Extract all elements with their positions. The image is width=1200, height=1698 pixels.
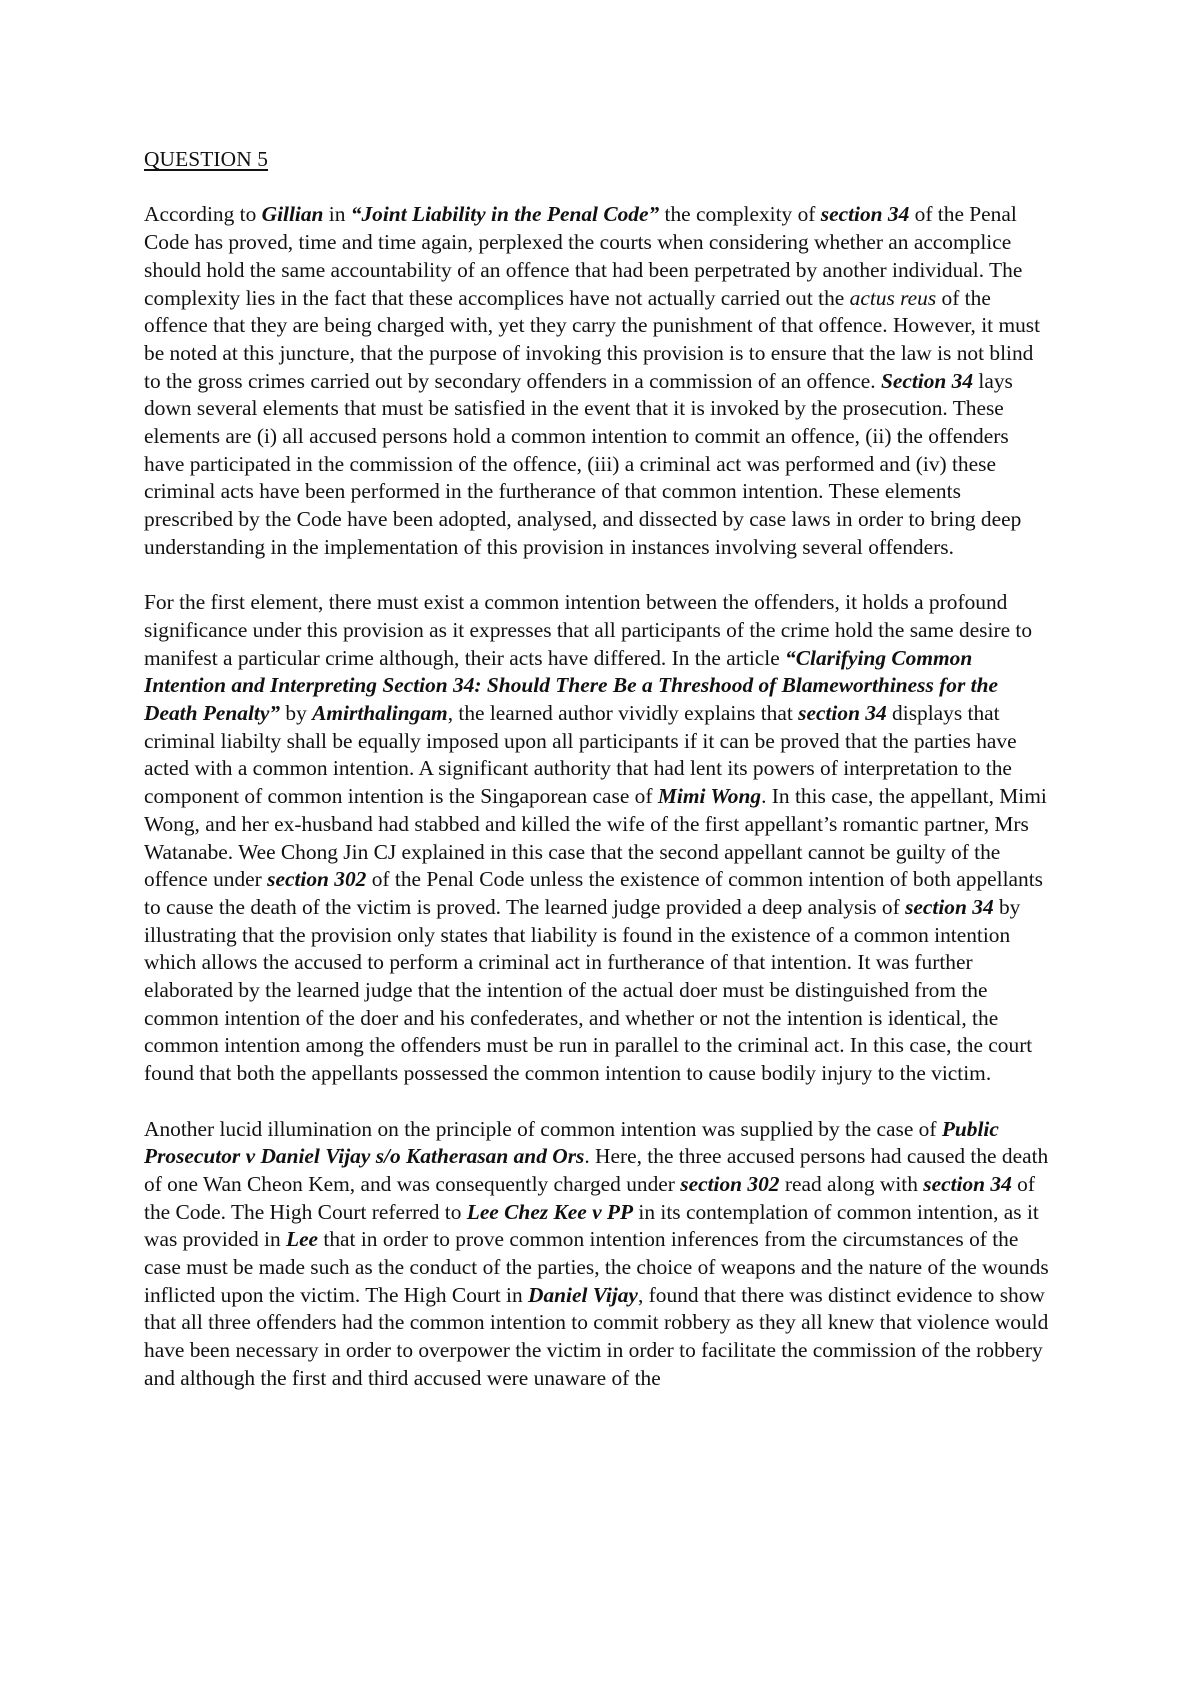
paragraph-2 bbox=[144, 589, 1054, 1088]
paragraph-3 bbox=[144, 1116, 1054, 1393]
text-run: read along with bbox=[779, 1171, 924, 1196]
emphasized-citation: Mimi Wong bbox=[657, 784, 762, 809]
emphasized-citation: section 302 bbox=[267, 867, 367, 892]
text-run: displays that criminal liabilty shall be equally imposed upon all participants if it can be proved that the parties have acted with a common intention. A significant authority that had lent its powers of interpretation to the component of common intention is the Singaporean case of bbox=[144, 701, 1017, 809]
text-run: , the learned author vividly explains that bbox=[447, 701, 799, 726]
text-run: , found that there was distinct evidence to show that all three offenders had the common intention to commit robbery as they all knew that violence would have been necessary in order to overpower the victim in order to facilitate the commission of the robbery and although the first and third accused were unaware of the bbox=[144, 1282, 1049, 1390]
emphasized-citation: section 34 bbox=[905, 894, 994, 919]
text-run: by illustrating that the provision only states that liability is found in the existence of a common intention which allows the accused to perform a criminal act in furtherance of that intention. It was further elaborated by the learned judge that the intention of the actual doer must be distinguished from the common intention of the doer and his confederates, and whether or not the intention is identical, the common intention among the offenders must be run in parallel to the criminal act. In this case, the court found that both the appellants possessed the common intention to cause bodily injury to the victim. bbox=[144, 894, 1033, 1086]
text-run: of the Penal Code has proved, time and time again, perplexed the courts when considering whether an accomplice should hold the same accountability of an offence that had been perpetrated by another individual. The complexity lies in the fact that these accomplices have not actually carried out the bbox=[144, 202, 1023, 310]
document-body bbox=[144, 146, 1054, 1393]
emphasized-citation: section 302 bbox=[680, 1171, 780, 1196]
text-run: in its contemplation of common intention, as it was provided in bbox=[144, 1199, 1039, 1252]
emphasized-citation: Section 34 bbox=[880, 368, 974, 393]
text-run: that in order to prove common intention inferences from the circumstances of the case must be made such as the conduct of the parties, the choice of weapons and the nature of the wounds inflicted upon the victim. The High Court in bbox=[144, 1227, 1049, 1307]
question-heading: QUESTION 5 bbox=[144, 147, 268, 171]
italic-term: actus reus bbox=[849, 285, 937, 310]
emphasized-citation: Public Prosecutor v Daniel Vijay s/o Katherasan and Ors bbox=[144, 1116, 999, 1169]
emphasized-citation: “Clarifying Common Intention and Interpreting Section 34: Should There Be a Threshood of Blameworthiness for the Death Penalty” bbox=[144, 645, 998, 726]
text-run: the complexity of bbox=[659, 202, 821, 227]
emphasized-citation: Lee Chez Kee v PP bbox=[466, 1199, 634, 1224]
text-run: of the offence that they are being charged with, yet they carry the punishment of that offence. However, it must be noted at this juncture, that the purpose of invoking this provision is to ensure that the law is not blind to the gross crimes carried out by secondary offenders in a commission of an offence. bbox=[144, 285, 1041, 393]
emphasized-citation: Gillian bbox=[261, 202, 324, 227]
text-run: by bbox=[280, 701, 313, 726]
text-run: For the first element, there must exist a common intention between the offenders, it holds a profound significance under this provision as it expresses that all participants of the crime hold the same desire to manifest a particular crime although, their acts have differed. In the article bbox=[144, 590, 1033, 670]
text-run: of the Code. The High Court referred to bbox=[144, 1171, 1035, 1224]
emphasized-citation: “Joint Liability in the Penal Code” bbox=[350, 202, 660, 227]
emphasized-citation: Daniel Vijay bbox=[528, 1282, 638, 1307]
emphasized-citation: section 34 bbox=[798, 701, 887, 726]
text-run: . In this case, the appellant, Mimi Wong, and her ex-husband had stabbed and killed the wife of the first appellant’s romantic partner, Mrs Watanabe. Wee Chong Jin CJ explained in this case that the second appellant cannot be guilty of the offence under bbox=[144, 784, 1047, 892]
emphasized-citation: Lee bbox=[286, 1227, 319, 1252]
text-run: in bbox=[323, 202, 351, 227]
text-run: . Here, the three accused persons had caused the death of one Wan Cheon Kem, and was consequently charged under bbox=[144, 1144, 1049, 1196]
emphasized-citation: section 34 bbox=[820, 202, 910, 227]
text-run: Another lucid illumination on the principle of common intention was supplied by the case of bbox=[144, 1116, 942, 1141]
paragraph-1 bbox=[144, 201, 1054, 561]
text-run: of the Penal Code unless the existence of common intention of both appellants to cause the death of the victim is proved. The learned judge provided a deep analysis of bbox=[144, 867, 1043, 919]
text-run: lays down several elements that must be satisfied in the event that it is invoked by the prosecution. These elements are (i) all accused persons hold a common intention to commit an offence, (ii) the offenders have participated in the commission of the offence, (iii) a criminal act was performed and (iv) these criminal acts have been performed in the furtherance of that common intention. These elements prescribed by the Code have been adopted, analysed, and dissected by case laws in order to bring deep understanding in the implementation of this provision in instances involving several offenders. bbox=[144, 368, 1022, 559]
emphasized-citation: section 34 bbox=[923, 1171, 1012, 1196]
emphasized-citation: Amirthalingam bbox=[312, 701, 448, 726]
text-run: According to bbox=[144, 202, 262, 227]
